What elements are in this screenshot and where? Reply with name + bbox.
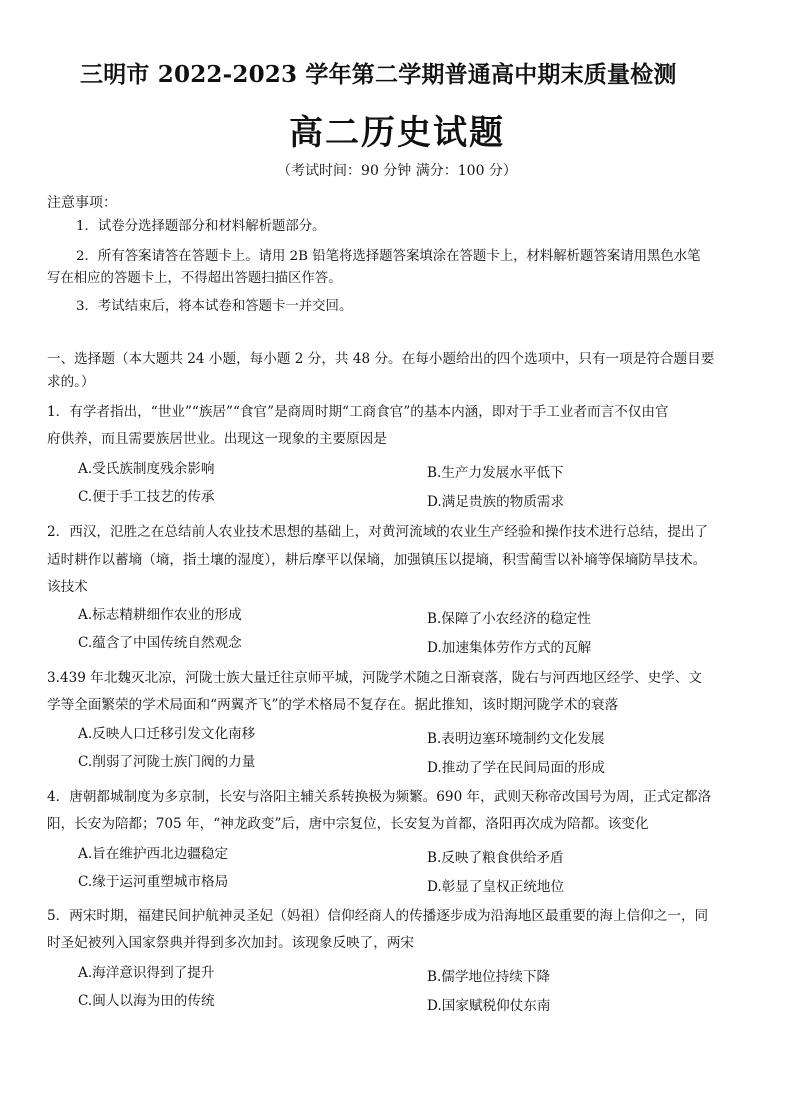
question-1-option-a: A.受氏族制度残余影响 — [78, 461, 215, 477]
question-2-option-a: A.标志精耕细作农业的形成 — [78, 607, 242, 623]
question-5-option-d: D.国家赋税仰仗东南 — [427, 998, 551, 1014]
question-3-option-a: A.反映人口迁移引发文化南移 — [78, 726, 256, 742]
exam-header-title: 三明市 2022-2023 学年第二学期普通高中期末质量检测 — [80, 61, 677, 88]
question-5-line-2: 时圣妃被列入国家祭典并得到多次加封。该现象反映了，两宋 — [47, 935, 415, 951]
question-2-option-c: C.蕴含了中国传统自然观念 — [78, 635, 242, 651]
note-2-line-2: 写在相应的答题卡上，不得超出答题扫描区作答。 — [47, 271, 342, 286]
question-5-line-1: 5．两宋时期，福建民间护航神灵圣妃（妈祖）信仰经商人的传播逐步成为沿海地区最重要的海上信仰之一，同 — [47, 908, 709, 924]
question-2-line-2: 适时耕作以蓄墒（墒，指土壤的湿度），耕后摩平以保墒，加强镇压以提墒，积雪蔺雪以补墒等保墒防旱技术。 — [47, 552, 707, 568]
question-4-option-a: A.旨在维护西北边疆稳定 — [78, 846, 229, 862]
notes-title: 注意事项： — [47, 195, 117, 211]
question-3-option-b: B.表明边塞环境制约文化发展 — [427, 731, 605, 747]
note-2-line-1: 2．所有答案请答在答题卡上。请用 2B 铅笔将选择题答案填涂在答题卡上，材料解析题答案请用黑色水笔 — [76, 249, 701, 264]
question-1-line-2: 府供养，而且需要族居世业。出现这一现象的主要原因是 — [47, 431, 387, 447]
question-3-line-1: 3.439 年北魏灭北凉，河陇士族大量迁往京师平城，河陇学术随之日渐衰落，陇右与河西地区经学、史学、文 — [47, 670, 702, 686]
question-1-option-c: C.便于手工技艺的传承 — [78, 489, 215, 505]
question-4-line-1: 4．唐朝都城制度为多京制，长安与洛阳主辅关系转换极为频繁。690 年，武则天称帝改国号为周，正式定都洛 — [47, 789, 712, 805]
question-2-line-3: 该技术 — [47, 579, 88, 595]
section-instructions — [47, 348, 714, 394]
question-2-line-1: 2．西汉，氾胜之在总结前人农业技术思想的基础上，对黄河流域的农业生产经验和操作技术进行总结，提出了 — [47, 524, 709, 540]
section-line-1: 一、选择题（本大题共 24 小题，每小题 2 分，共 48 分。在每小题给出的四个选项中，只有一项是符合题目要 — [47, 351, 715, 367]
subject-title: 高二历史试题 — [289, 113, 505, 153]
question-2-option-d: D.加速集体劳作方式的瓦解 — [427, 640, 592, 656]
question-2-option-b: B.保障了小农经济的稳定性 — [427, 611, 591, 627]
question-3-option-d: D.推动了学在民间局面的形成 — [427, 760, 605, 776]
question-1-line-1: 1．有学者指出，“世业”“族居”“食官”是商周时期“工商食官”的基本内涵，即对于手工业者而言不仅由官 — [47, 404, 669, 420]
question-4-option-c: C.缘于运河重塑城市格局 — [78, 874, 229, 890]
section-line-2: 求的。） — [47, 374, 95, 390]
question-1-option-b: B.生产力发展水平低下 — [427, 465, 564, 481]
note-3: 3．考试结束后，将本试卷和答题卡一并交回。 — [76, 299, 353, 314]
exam-time-info: （考试时间：90 分钟 满分：100 分） — [277, 163, 517, 179]
question-1-option-d: D.满足贵族的物质需求 — [427, 494, 565, 510]
note-1: 1．试卷分选择题部分和材料解析题部分。 — [76, 219, 326, 234]
question-4-option-b: B.反映了粮食供给矛盾 — [427, 850, 564, 866]
question-5-option-a: A.海洋意识得到了提升 — [78, 965, 215, 981]
question-5-option-c: C.闽人以海为田的传统 — [78, 993, 215, 1009]
question-4-line-2: 阳，长安为陪都；705 年，“神龙政变”后，唐中宗复位，长安复为首都，洛阳再次成为陪都。该变化 — [47, 816, 649, 832]
question-5-option-b: B.儒学地位持续下降 — [427, 969, 551, 985]
question-3-option-c: C.削弱了河陇士族门阀的力量 — [78, 754, 256, 770]
question-3-line-2: 学等全面繁荣的学术局面和“两翼齐飞”的学术格局不复存在。据此推知，该时期河陇学术的衰落 — [47, 697, 619, 713]
question-4-option-d: D.彰显了皇权正统地位 — [427, 879, 565, 895]
